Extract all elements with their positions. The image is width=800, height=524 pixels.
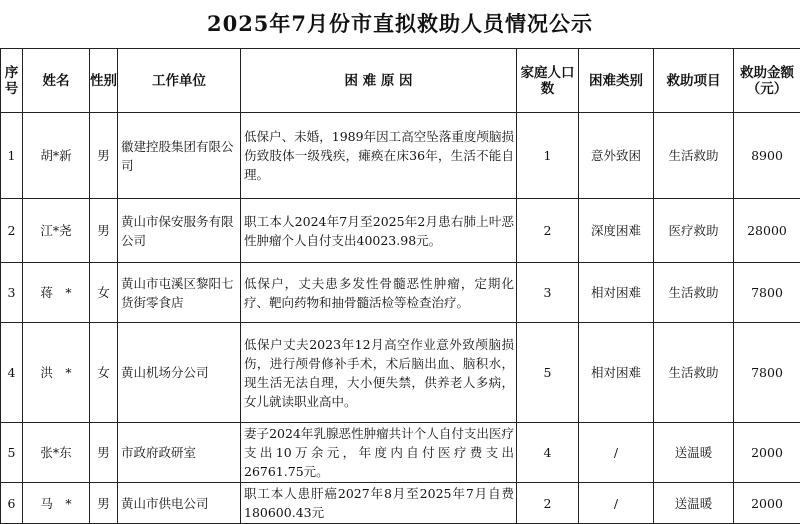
cell-project: 送温暖 [654,483,734,524]
table-header-row [1,49,800,113]
cell-seq: 6 [1,483,23,524]
table-row [1,199,800,263]
header-seq: 序号 [1,49,23,113]
cell-family-size: 3 [517,263,579,323]
cell-amount: 28000 [734,199,800,263]
cell-name: 蒋 * [23,263,90,323]
table-row [1,323,800,423]
header-reason: 困 难 原 因 [241,49,517,113]
cell-gender: 女 [90,323,118,423]
cell-amount: 7800 [734,263,800,323]
cell-gender: 男 [90,199,118,263]
table-row [1,423,800,483]
cell-amount: 2000 [734,423,800,483]
cell-employer: 黄山市屯溪区黎阳七货街零食店 [118,263,241,323]
cell-employer: 徽建控股集团有限公司 [118,113,241,199]
cell-category: 相对困难 [579,263,654,323]
cell-name: 胡*新 [23,113,90,199]
cell-seq: 1 [1,113,23,199]
cell-amount: 8900 [734,113,800,199]
cell-reason: 职工本人2024年7月至2025年2月患右肺上叶恶性肿瘤个人自付支出40023.98元。 [241,199,517,263]
table-row [1,263,800,323]
cell-category: 相对困难 [579,323,654,423]
header-amount: 救助金额（元） [734,49,800,113]
header-name: 姓名 [23,49,90,113]
cell-employer: 黄山机场分公司 [118,323,241,423]
cell-employer: 市政府政研室 [118,423,241,483]
cell-gender: 男 [90,483,118,524]
table-row [1,113,800,199]
page-title: 2025年7月份市直拟救助人员情况公示 [0,8,800,38]
cell-reason: 妻子2024年乳腺恶性肿瘤共计个人自付支出医疗支出10万余元，年度内自付医疗费支出26761.75元。 [241,423,517,483]
cell-project: 生活救助 [654,263,734,323]
cell-project: 医疗救助 [654,199,734,263]
cell-employer: 黄山市供电公司 [118,483,241,524]
cell-category: / [579,483,654,524]
cell-gender: 男 [90,423,118,483]
cell-seq: 2 [1,199,23,263]
header-employer: 工作单位 [118,49,241,113]
cell-category: / [579,423,654,483]
cell-reason: 低保户、未婚，1989年因工高空坠落重度颅脑损伤致肢体一级残疾，瘫痪在床36年，生活不能自理。 [241,113,517,199]
header-project: 救助项目 [654,49,734,113]
cell-project: 送温暖 [654,423,734,483]
table-row [1,483,800,524]
cell-family-size: 2 [517,483,579,524]
cell-amount: 2000 [734,483,800,524]
cell-reason: 职工本人患肝癌2027年8月至2025年7月自费180600.43元 [241,483,517,524]
cell-seq: 5 [1,423,23,483]
cell-project: 生活救助 [654,113,734,199]
header-family-size: 家庭人口数 [517,49,579,113]
cell-seq: 3 [1,263,23,323]
cell-category: 意外致困 [579,113,654,199]
cell-reason: 低保户，丈夫患多发性骨髓恶性肿瘤，定期化疗、靶向药物和抽骨髓活检等检查治疗。 [241,263,517,323]
cell-family-size: 5 [517,323,579,423]
cell-family-size: 2 [517,199,579,263]
header-gender: 性别 [90,49,118,113]
cell-amount: 7800 [734,323,800,423]
cell-gender: 女 [90,263,118,323]
cell-name: 张*东 [23,423,90,483]
cell-employer: 黄山市保安服务有限公司 [118,199,241,263]
cell-gender: 男 [90,113,118,199]
cell-seq: 4 [1,323,23,423]
cell-name: 江*尧 [23,199,90,263]
assistance-table [0,48,800,524]
cell-family-size: 4 [517,423,579,483]
cell-category: 深度困难 [579,199,654,263]
header-category: 困难类别 [579,49,654,113]
cell-project: 生活救助 [654,323,734,423]
cell-name: 马 * [23,483,90,524]
cell-reason: 低保户丈夫2023年12月高空作业意外致颅脑损伤，进行颅骨修补手术，术后脑出血、脑积水，现生活无法自理，大小便失禁，供养老人多病，女儿就读职业高中。 [241,323,517,423]
cell-name: 洪 * [23,323,90,423]
cell-family-size: 1 [517,113,579,199]
